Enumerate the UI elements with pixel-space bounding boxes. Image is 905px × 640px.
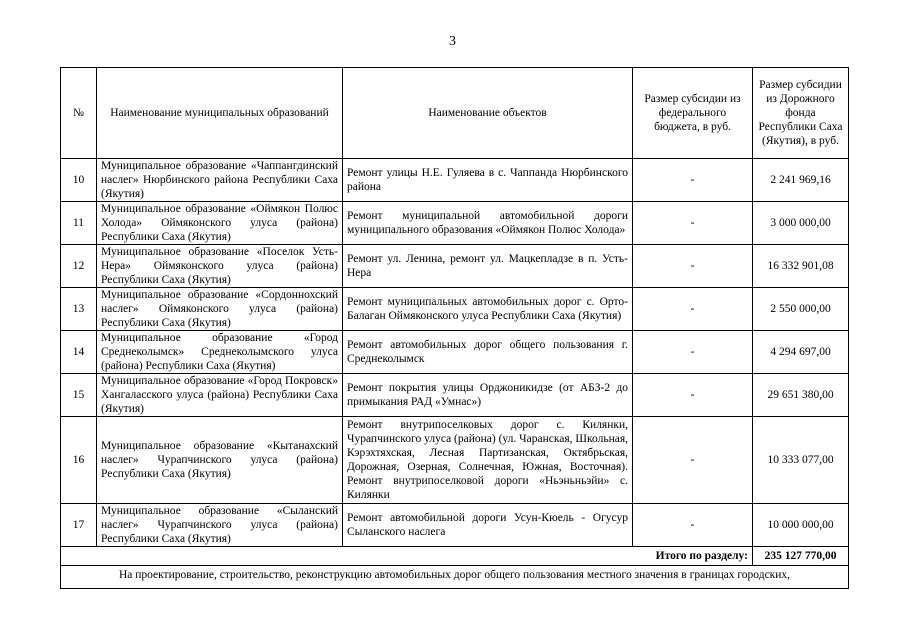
- row-federal-subsidy: -: [633, 504, 753, 547]
- section-heading-text: На проектирование, строительство, реконструкцию автомобильных дорог общего пользования местного значения в границах городских,: [61, 566, 849, 589]
- row-federal-subsidy: -: [633, 245, 753, 288]
- row-federal-subsidy: -: [633, 417, 753, 504]
- row-object: Ремонт внутрипоселковых дорог с. Килянки, Чурапчинского улуса (района) (ул. Чаранская, Школьная, Кэрэхтяхская, Лесная Партизанская, Октябрьская, Дорожная, Озерная, Солнечная, Южная, Восточная). Ремонт внутрипоселковой дороги «Ньэньньэйи» с. Килянки: [343, 417, 633, 504]
- table-row: [61, 331, 849, 374]
- row-road-fund-subsidy: 29 651 380,00: [753, 374, 849, 417]
- row-number: 13: [61, 288, 97, 331]
- header-objects: Наименование объектов: [343, 68, 633, 159]
- row-municipality: Муниципальное образование «Город Среднеколымск» Среднеколымского улуса (района) Республики Саха (Якутия): [97, 331, 343, 374]
- table-row: [61, 417, 849, 504]
- row-object: Ремонт покрытия улицы Орджоникидзе (от АБЗ-2 до примыкания РАД «Умнас»): [343, 374, 633, 417]
- row-federal-subsidy: -: [633, 159, 753, 202]
- row-municipality: Муниципальное образование «Сыланский наслег» Чурапчинского улуса (района) Республики Саха (Якутия): [97, 504, 343, 547]
- row-road-fund-subsidy: 4 294 697,00: [753, 331, 849, 374]
- row-object: Ремонт муниципальной автомобильной дороги муниципального образования «Оймякон Полюс Холода»: [343, 202, 633, 245]
- row-number: 14: [61, 331, 97, 374]
- total-value: 235 127 770,00: [753, 547, 849, 566]
- row-road-fund-subsidy: 10 333 077,00: [753, 417, 849, 504]
- row-road-fund-subsidy: 3 000 000,00: [753, 202, 849, 245]
- row-municipality: Муниципальное образование «Поселок Усть-Нера» Оймяконского улуса (района) Республики Саха (Якутия): [97, 245, 343, 288]
- row-municipality: Муниципальное образование «Оймякон Полюс Холода» Оймяконского улуса (района) Республики Саха (Якутия): [97, 202, 343, 245]
- table-row: [61, 202, 849, 245]
- row-number: 15: [61, 374, 97, 417]
- row-number: 17: [61, 504, 97, 547]
- row-number: 11: [61, 202, 97, 245]
- table-row: [61, 288, 849, 331]
- header-federal: Размер субсидии из федерального бюджета, в руб.: [633, 68, 753, 159]
- total-label: Итого по разделу:: [61, 547, 753, 566]
- row-number: 12: [61, 245, 97, 288]
- table-row: [61, 159, 849, 202]
- row-road-fund-subsidy: 2 241 969,16: [753, 159, 849, 202]
- table-header-row: [61, 68, 849, 159]
- page-number: 3: [449, 34, 456, 49]
- row-number: 16: [61, 417, 97, 504]
- row-federal-subsidy: -: [633, 202, 753, 245]
- row-object: Ремонт автомобильной дороги Усун-Кюель - Огусур Сыланского наслега: [343, 504, 633, 547]
- subsidy-table: [60, 67, 849, 589]
- row-number: 10: [61, 159, 97, 202]
- row-municipality: Муниципальное образование «Чаппангдинский наслег» Нюрбинского района Республики Саха (Якутия): [97, 159, 343, 202]
- row-road-fund-subsidy: 10 000 000,00: [753, 504, 849, 547]
- table-row: [61, 374, 849, 417]
- header-num: №: [61, 68, 97, 159]
- row-municipality: Муниципальное образование «Город Покровск» Хангаласского улуса (района) Республики Саха (Якутия): [97, 374, 343, 417]
- row-municipality: Муниципальное образование «Сордоннохский наслег» Оймяконского улуса (района) Республики Саха (Якутия): [97, 288, 343, 331]
- row-road-fund-subsidy: 16 332 901,08: [753, 245, 849, 288]
- row-object: Ремонт улицы Н.Е. Гуляева в с. Чаппанда Нюрбинского района: [343, 159, 633, 202]
- row-object: Ремонт автомобильных дорог общего пользования г. Среднеколымск: [343, 331, 633, 374]
- row-object: Ремонт ул. Ленина, ремонт ул. Мацкепладзе в п. Усть-Нера: [343, 245, 633, 288]
- row-municipality: Муниципальное образование «Кытанахский наслег» Чурапчинского улуса (района) Республики Саха (Якутия): [97, 417, 343, 504]
- section-heading-row: [61, 566, 849, 589]
- header-municipality: Наименование муниципальных образований: [97, 68, 343, 159]
- total-row: [61, 547, 849, 566]
- table-row: [61, 504, 849, 547]
- row-federal-subsidy: -: [633, 374, 753, 417]
- row-federal-subsidy: -: [633, 288, 753, 331]
- row-object: Ремонт муниципальных автомобильных дорог с. Орто-Балаган Оймяконского улуса Республики Саха (Якутия): [343, 288, 633, 331]
- row-road-fund-subsidy: 2 550 000,00: [753, 288, 849, 331]
- header-road-fund: Размер субсидии из Дорожного фонда Республики Саха (Якутия), в руб.: [753, 68, 849, 159]
- row-federal-subsidy: -: [633, 331, 753, 374]
- table-row: [61, 245, 849, 288]
